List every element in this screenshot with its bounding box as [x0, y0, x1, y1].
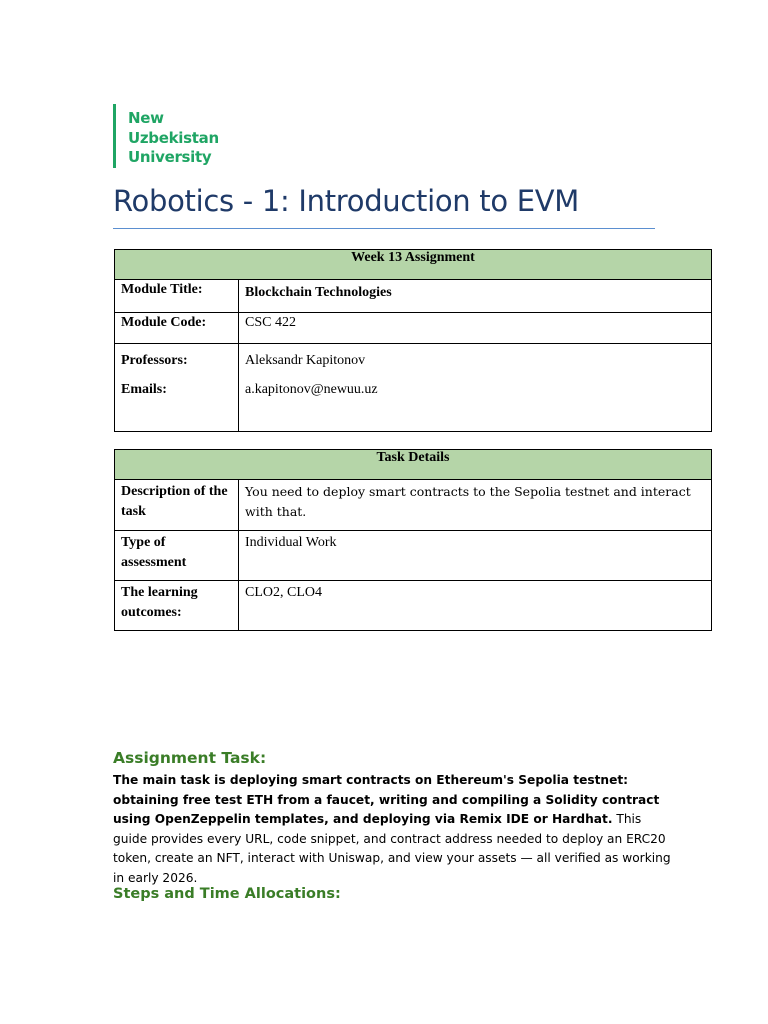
university-logo [113, 104, 219, 168]
task-details-table [114, 449, 712, 631]
assessment-type-value: Individual Work [239, 531, 712, 581]
module-title-label: Module Title: [115, 280, 239, 313]
logo-line-1: New [128, 109, 164, 127]
assignment-task-text: This guide provides every URL, code snippet, and contract address needed to deploy an ERC20 token, create an NFT, interact with Uniswap, and view your assets — all verified as working in early 2026. [113, 812, 671, 885]
description-label: Description of the task [115, 480, 239, 531]
assignment-task-bold-text: The main task is deploying smart contracts on Ethereum's Sepolia testnet: obtaining free test ETH from a faucet, writing and compiling a Solidity contract using OpenZeppelin templates, and deploying via Remix IDE or Hardhat. [113, 773, 660, 826]
assignment-table [114, 249, 712, 432]
professor-email: a.kapitonov@newuu.uz [245, 382, 378, 397]
professors-label: Professors: [121, 353, 188, 368]
learning-outcomes-label: The learning outcomes: [115, 581, 239, 631]
assignment-table-header: Week 13 Assignment [115, 250, 712, 280]
professor-name: Aleksandr Kapitonov [245, 353, 366, 368]
assessment-type-label: Type of assessment [115, 531, 239, 581]
module-title-value: Blockchain Technologies [239, 280, 712, 313]
task-details-header: Task Details [115, 450, 712, 480]
title-underline [113, 228, 655, 229]
learning-outcomes-value: CLO2, CLO4 [239, 581, 712, 631]
emails-label: Emails: [121, 382, 167, 397]
professors-emails-values [239, 344, 712, 432]
assignment-task-heading: Assignment Task: [113, 749, 267, 767]
assignment-task-paragraph [113, 771, 673, 888]
logo-text [128, 109, 219, 168]
description-value: You need to deploy smart contracts to the Sepolia testnet and interact with that. [239, 480, 712, 531]
document-title: Robotics - 1: Introduction to EVM [113, 184, 580, 218]
logo-line-3: University [128, 148, 212, 166]
module-code-label: Module Code: [115, 313, 239, 344]
steps-heading: Steps and Time Allocations: [113, 886, 341, 902]
logo-bar [113, 104, 116, 168]
logo-line-2: Uzbekistan [128, 128, 219, 147]
professors-emails-labels [115, 344, 239, 432]
module-code-value: CSC 422 [239, 313, 712, 344]
